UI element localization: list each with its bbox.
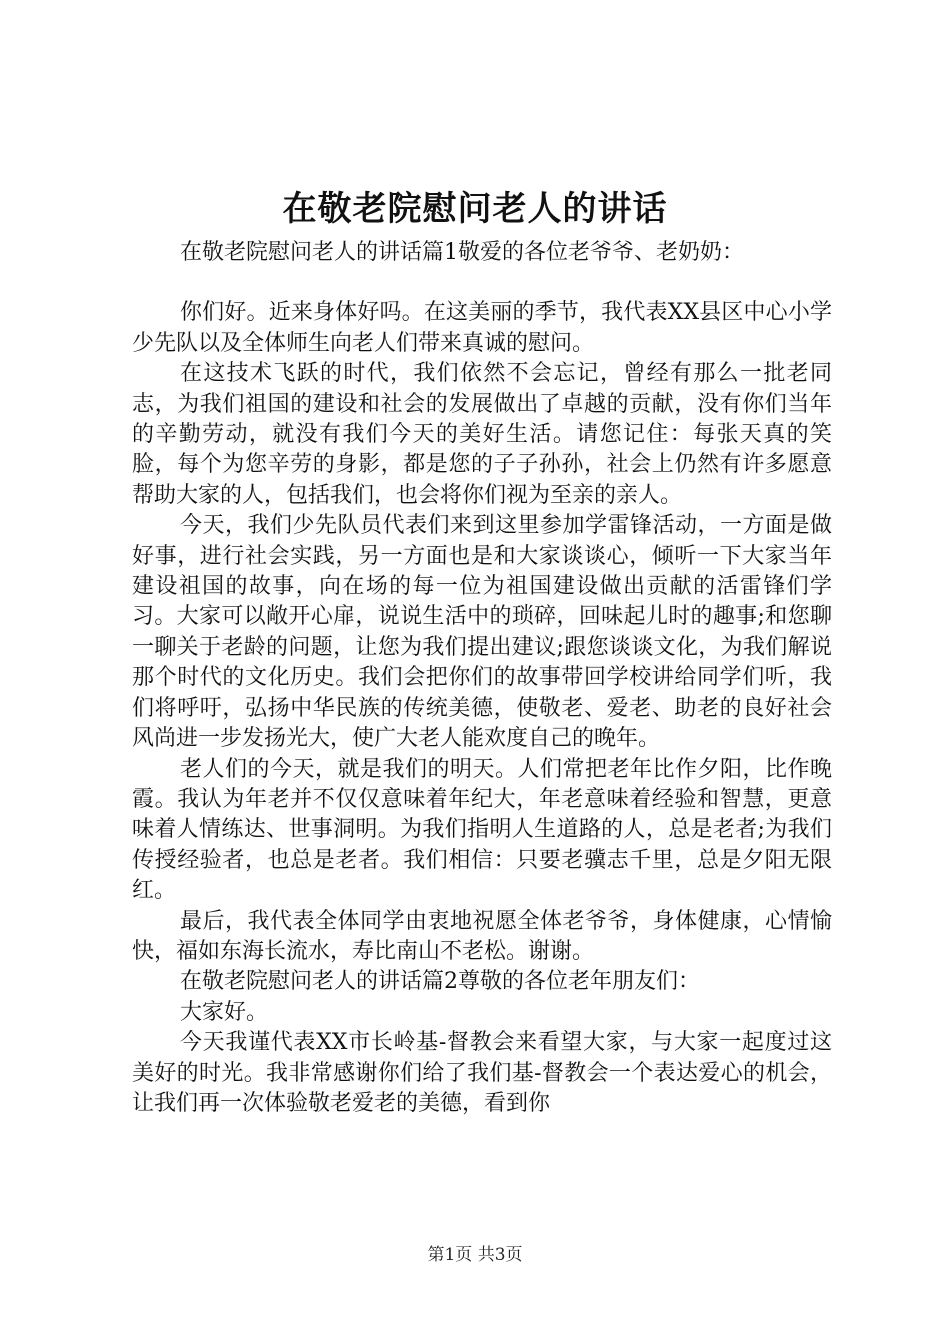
- page-footer: 第1页 共3页: [427, 1245, 523, 1265]
- paragraph: 老人们的今天，就是我们的明天。人们常把老年比作夕阳，比作晚霞。我认为年老并不仅仅意味着年纪大，年老意味着经验和智慧，更意味着人情练达、世事洞明。为我们指明人生道路的人，总是老者;为我们传授经验者，也总是老者。我们相信：只要老骥志千里，总是夕阳无限红。: [132, 756, 832, 904]
- paragraph: 在敬老院慰问老人的讲话篇2尊敬的各位老年朋友们：: [180, 969, 700, 995]
- paragraph: 在这技术飞跃的时代，我们依然不会忘记，曾经有那么一批老同志，为我们祖国的建设和社会的发展做出了卓越的贡献，没有你们当年的辛勤劳动，就没有我们今天的美好生活。请您记住：每张天真的笑脸，每个为您辛劳的身影，都是您的子子孙孙，社会上仍然有许多愿意帮助大家的人，包括我们，也会将你们视为至亲的亲人。: [132, 361, 832, 508]
- paragraph: 最后，我代表全体同学由衷地祝愿全体老爷爷，身体健康，心情愉快，福如东海长流水，寿比南山不老松。谢谢。: [132, 908, 832, 964]
- paragraph: 今天，我们少先队员代表们来到这里参加学雷锋活动，一方面是做好事，进行社会实践，另一方面也是和大家谈谈心，倾听一下大家当年建设祖国的故事，向在场的每一位为祖国建设做出贡献的活雷锋们学习。大家可以敞开心扉，说说生活中的琐碎，回味起儿时的趣事;和您聊一聊关于老龄的问题，让您为我们提出建议;跟您谈谈文化，为我们解说那个时代的文化历史。我们会把你们的故事带回学校讲给同学们听，我们将呼吁，弘扬中华民族的传统美德，使敬老、爱老、助老的良好社会风尚进一步发扬光大，使广大老人能欢度自己的晚年。: [132, 513, 832, 752]
- paragraph: 今天我谨代表XX市长岭基-督教会来看望大家，与大家一起度过这美好的时光。我非常感谢你们给了我们基-督教会一个表达爱心的机会，让我们再一次体验敬老爱老的美德，看到你: [132, 1030, 832, 1116]
- document-title: 在敬老院慰问老人的讲话: [282, 189, 668, 229]
- paragraph: 在敬老院慰问老人的讲话篇1敬爱的各位老爷爷、老奶奶：: [180, 240, 744, 265]
- document-body: [132, 238, 832, 1119]
- paragraph: 你们好。近来身体好吗。在这美丽的季节，我代表XX县区中心小学少先队以及全体师生向老人们带来真诚的慰问。: [132, 300, 832, 356]
- paragraph: 大家好。: [180, 999, 269, 1025]
